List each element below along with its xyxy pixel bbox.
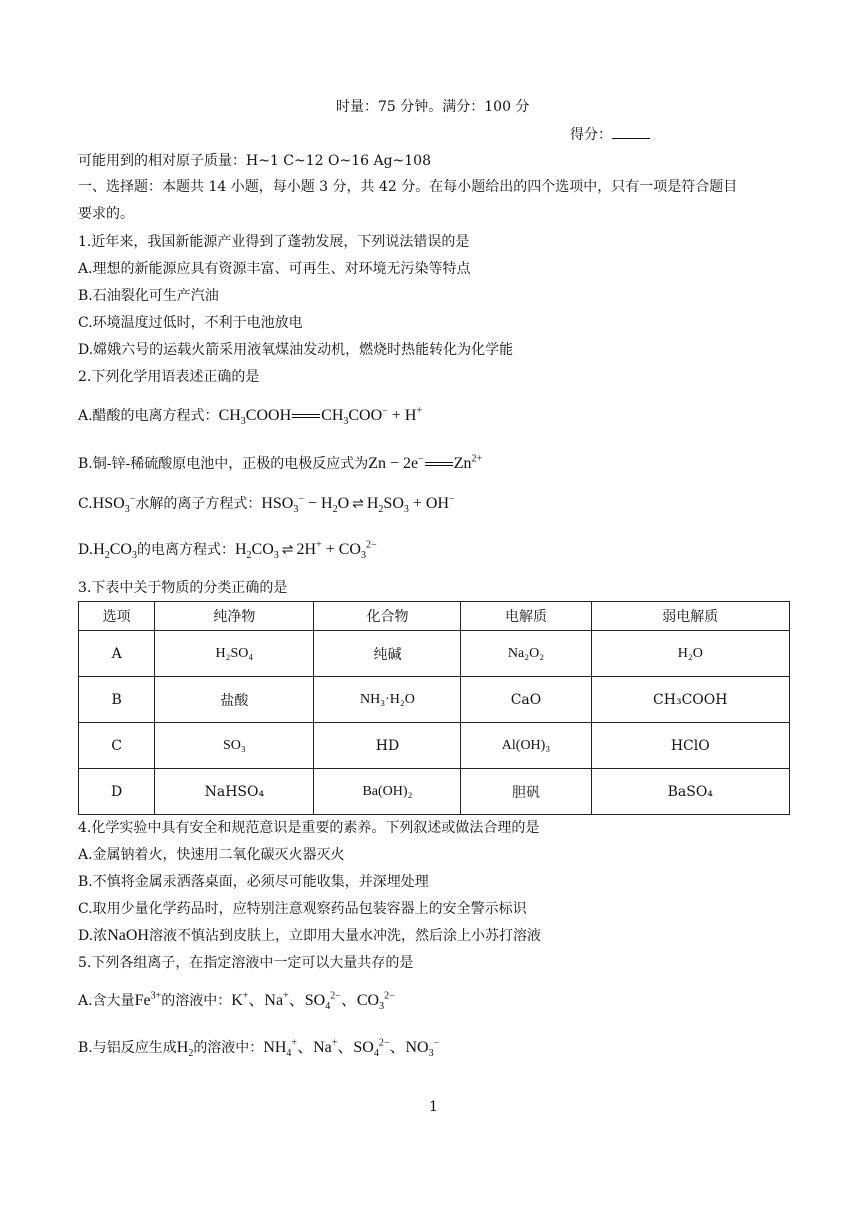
cell-compound: NH₃·H₂O	[314, 677, 461, 723]
score-blank	[612, 126, 650, 139]
q5-stem: 5.下列各组离子，在指定溶液中一定可以大量共存的是	[78, 955, 414, 971]
table-row	[79, 769, 790, 815]
cell-option: C	[79, 723, 155, 769]
page-number: 1	[429, 1099, 438, 1115]
q1-option-a: A.理想的新能源应具有资源丰富、可再生、对环境无污染等特点	[78, 261, 471, 277]
q5-a-mid: 的溶液中：	[161, 993, 232, 1009]
cell-pure-substance: SO₃	[155, 723, 314, 769]
cell-electrolyte: Na₂O₂	[461, 631, 591, 677]
cell-weak-electrolyte: CH₃COOH	[591, 677, 789, 723]
table-row	[79, 631, 790, 677]
cell-option: D	[79, 769, 155, 815]
q5-a-prefix: A.含大量	[78, 993, 135, 1009]
q4-stem: 4.化学实验中具有安全和规范意识是重要的素养。下列叙述或做法合理的是	[78, 820, 540, 836]
header-weak-electrolyte: 弱电解质	[591, 602, 789, 631]
cell-electrolyte: 胆矾	[461, 769, 591, 815]
q5-b-mid: 的溶液中：	[193, 1040, 264, 1056]
q5-a-ion: $Fe^{3+}$	[134, 990, 162, 1009]
cell-compound: Ba(OH)₂	[314, 769, 461, 815]
q4-option-d	[78, 926, 541, 946]
cell-pure-substance: H₂SO₄	[155, 631, 314, 677]
q2-c-ion: $HSO_3^-$	[92, 493, 136, 516]
cell-electrolyte: Al(OH)₃	[461, 723, 591, 769]
q2-b-prefix: B.铜-锌-稀硫酸原电池中，正极的电极反应式为	[78, 456, 369, 472]
q4-d-naoh: NaOH	[107, 927, 149, 944]
cell-compound: 纯碱	[314, 631, 461, 677]
q2-c-formula: $HSO_3^- - H_2O$ ⇌ $H_2SO_3 + OH^-$	[261, 493, 455, 516]
q2-option-b	[78, 454, 482, 474]
table-row	[79, 677, 790, 723]
q2-b-formula: Zn − 2e− $Zn^{2+}$	[368, 453, 483, 472]
q4-option-a: A.金属钠着火，快速用二氧化碳灭火器灭火	[78, 847, 345, 863]
q2-option-a	[78, 406, 422, 426]
q1-option-c: C.环境温度过低时，不利于电池放电	[78, 315, 303, 331]
cell-weak-electrolyte: BaSO₄	[591, 769, 789, 815]
q1-stem: 1.近年来，我国新能源产业得到了蓬勃发展，下列说法错误的是	[78, 234, 470, 250]
cell-option: A	[79, 631, 155, 677]
q5-option-a	[78, 991, 395, 1011]
atomic-masses: 可能用到的相对原子质量：H~1 C~12 O~16 Ag~108	[78, 153, 432, 169]
section-title-cont: 要求的。	[78, 206, 134, 222]
q5-option-b	[78, 1038, 439, 1058]
q5-a-ions: K+、Na+、$SO_4^{2-}$、$CO_3^{2-}$	[231, 990, 395, 1013]
q1-option-d: D.嫦娥六号的运载火箭采用液氧煤油发动机，燃烧时热能转化为化学能	[78, 342, 514, 358]
header-pure-substance: 纯净物	[155, 602, 314, 631]
q2-stem: 2.下列化学用语表述正确的是	[78, 369, 260, 385]
q2-option-c	[78, 494, 455, 515]
cell-weak-electrolyte: H₂O	[591, 631, 789, 677]
q4-d-suffix: 溶液不慎沾到皮肤上，立即用大量水冲洗，然后涂上小苏打溶液	[148, 928, 541, 944]
q5-b-gas: $H_2$	[176, 1039, 194, 1060]
cell-weak-electrolyte: HClO	[591, 723, 789, 769]
q3-stem: 3.下表中关于物质的分类正确的是	[78, 580, 288, 596]
q4-option-c: C.取用少量化学药品时，应特别注意观察药品包装容器上的安全警示标识	[78, 901, 527, 917]
score-label: 得分：	[570, 127, 612, 143]
score-field	[570, 125, 650, 145]
q2-d-acid: $H_2CO_3$	[93, 541, 137, 562]
q2-option-d	[78, 540, 377, 561]
table-row	[79, 723, 790, 769]
cell-electrolyte: CaO	[461, 677, 591, 723]
cell-pure-substance: NaHSO₄	[155, 769, 314, 815]
q2-a-formula: $CH_3COOH$ $CH_3COO^- + H^+$	[218, 405, 423, 428]
section-title: 一、选择题：本题共 14 小题，每小题 3 分，共 42 分。在每小题给出的四个选项中，只有一项是符合题目	[78, 179, 738, 195]
q2-c-mid: 水解的离子方程式：	[135, 496, 262, 512]
cell-pure-substance: 盐酸	[155, 677, 314, 723]
q5-b-ions: $NH_4^+$、Na+、$SO_4^{2-}$、$NO_3^-$	[263, 1037, 440, 1060]
q4-option-b: B.不慎将金属汞洒落桌面，必须尽可能收集，并深埋处理	[78, 874, 429, 890]
classification-table	[78, 601, 790, 815]
cell-option: B	[79, 677, 155, 723]
q2-d-formula: $H_2CO_3$ ⇌ $2H^+ + CO_3^{2-}$	[234, 539, 377, 562]
q2-a-prefix: A.醋酸的电离方程式：	[78, 408, 219, 424]
q2-d-mid: 的电离方程式：	[136, 542, 235, 558]
exam-time-info: 时量：75 分钟。满分：100 分	[336, 99, 530, 115]
cell-compound: HD	[314, 723, 461, 769]
q5-b-prefix: B.与铝反应生成	[78, 1040, 177, 1056]
header-option: 选项	[79, 602, 155, 631]
header-compound: 化合物	[314, 602, 461, 631]
q4-d-prefix: D.浓	[78, 928, 108, 944]
q1-option-b: B.石油裂化可生产汽油	[78, 288, 219, 304]
table-header-row	[79, 602, 790, 631]
header-electrolyte: 电解质	[461, 602, 591, 631]
q2-c-prefix: C.	[78, 496, 93, 512]
q2-d-prefix: D.	[78, 542, 94, 558]
